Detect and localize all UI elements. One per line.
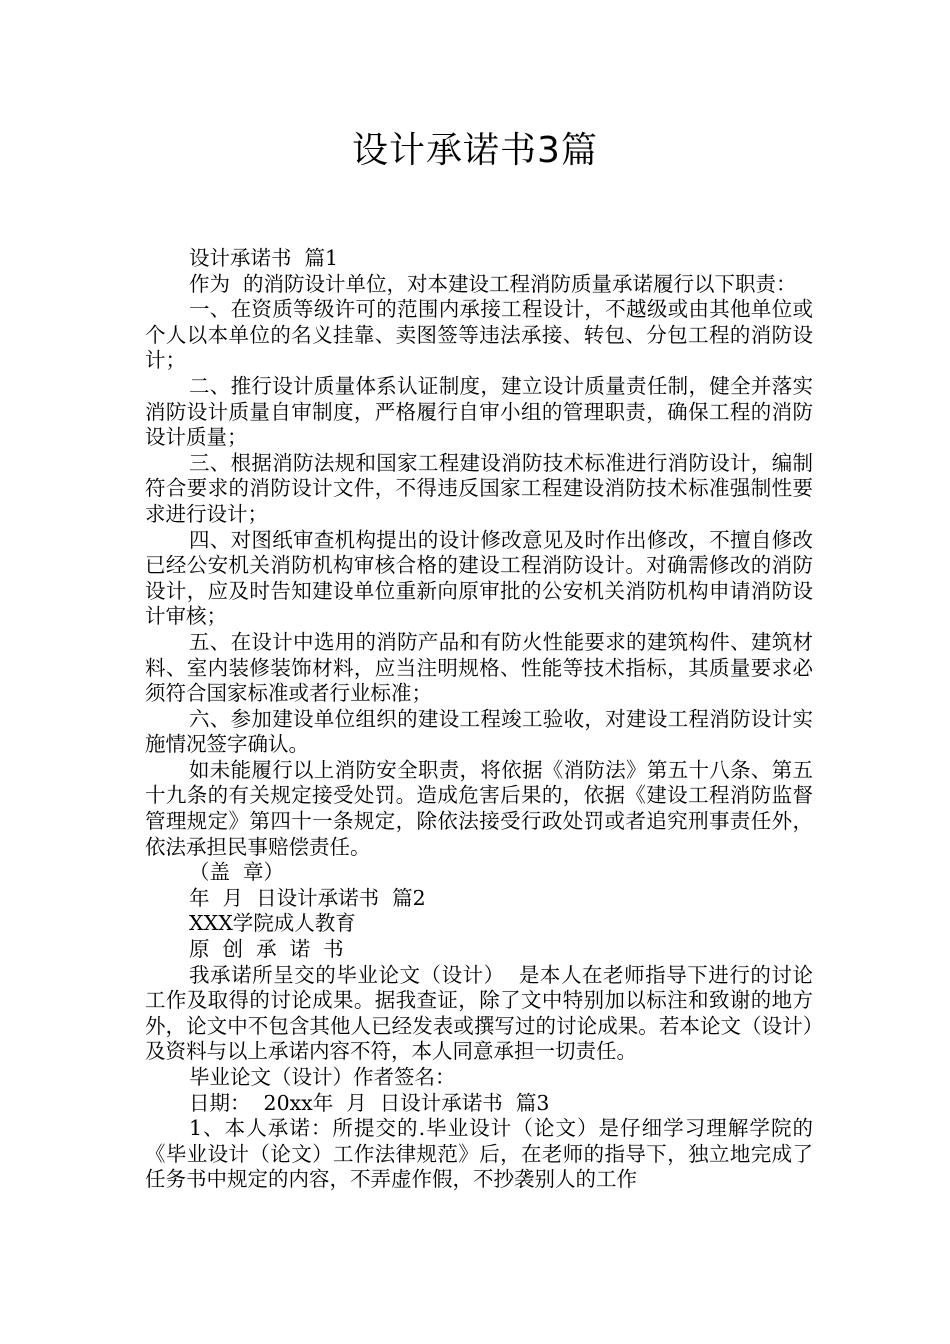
paragraph-item-3: 三、根据消防法规和国家工程建设消防技术标准进行消防设计，编制符合要求的消防设计文件，不得违反国家工程建设消防技术标准强制性要求进行设计； (145, 450, 813, 526)
paragraph-penalty: 如未能履行以上消防安全职责，将依据《消防法》第五十八条、第五十九条的有关规定接受处罚。造成危害后果的，依据《建设工程消防监督管理规定》第四十一条规定，除依法接受行政处罚或者追究刑事责任外，依法承担民事赔偿责任。 (145, 757, 813, 859)
originality-heading: 原 创 承 诺 书 (189, 937, 344, 962)
paragraph-item-4: 四、对图纸审查机构提出的设计修改意见及时作出修改，不擅自修改已经公安机关消防机构审核合格的建设工程消防设计。对确需修改的消防设计，应及时告知建设单位重新向原审批的公安机关消防机构申请消防设计审核； (145, 527, 813, 629)
date-and-section-heading-2: 年 月 日设计承诺书 篇2 (189, 885, 426, 910)
institution-name: XXX学院成人教育 (189, 911, 356, 936)
document-title: 设计承诺书3篇 (352, 130, 598, 171)
paragraph-item-6: 六、参加建设单位组织的建设工程竣工验收，对建设工程消防设计实施情况签字确认。 (145, 706, 813, 757)
paragraph-commitment-1: 1、本人承诺：所提交的.毕业设计（论文）是仔细学习理解学院的《毕业设计（论文）工作法律规范》后，在老师的指导下，独立地完成了任务书中规定的内容，不弄虚作假，不抄袭别人的工作 (145, 1116, 813, 1192)
seal-line: （盖 章） (189, 860, 285, 885)
document-body (145, 246, 813, 1193)
paragraph-intro: 作为 的消防设计单位，对本建设工程消防质量承诺履行以下职责： (189, 271, 797, 296)
section-heading-1: 设计承诺书 篇1 (189, 246, 339, 270)
date-and-section-heading-3: 日期： 20xx年 月 日设计承诺书 篇3 (189, 1090, 550, 1115)
author-signature-line: 毕业论文（设计）作者签名： (189, 1065, 456, 1089)
paragraph-item-1: 一、在资质等级许可的范围内承接工程设计，不越级或由其他单位或个人以本单位的名义挂靠、卖图签等违法承接、转包、分包工程的消防设计； (145, 297, 813, 373)
paragraph-item-5: 五、在设计中选用的消防产品和有防火性能要求的建筑构件、建筑材料、室内装修装饰材料，应当注明规格、性能等技术指标，其质量要求必须符合国家标准或者行业标准； (145, 629, 813, 706)
paragraph-item-2: 二、推行设计质量体系认证制度，建立设计质量责任制，健全并落实消防设计质量自审制度，严格履行自审小组的管理职责，确保工程的消防设计质量； (145, 373, 813, 450)
paragraph-originality: 我承诺所呈交的毕业论文（设计） 是本人在老师指导下进行的讨论工作及取得的讨论成果。据我查证，除了文中特别加以标注和致谢的地方外，论文中不包含其他人已经发表或撰写过的讨论成果。若本论文（设计）及资料与以上承诺内容不符，本人同意承担一切责任。 (145, 962, 813, 1064)
